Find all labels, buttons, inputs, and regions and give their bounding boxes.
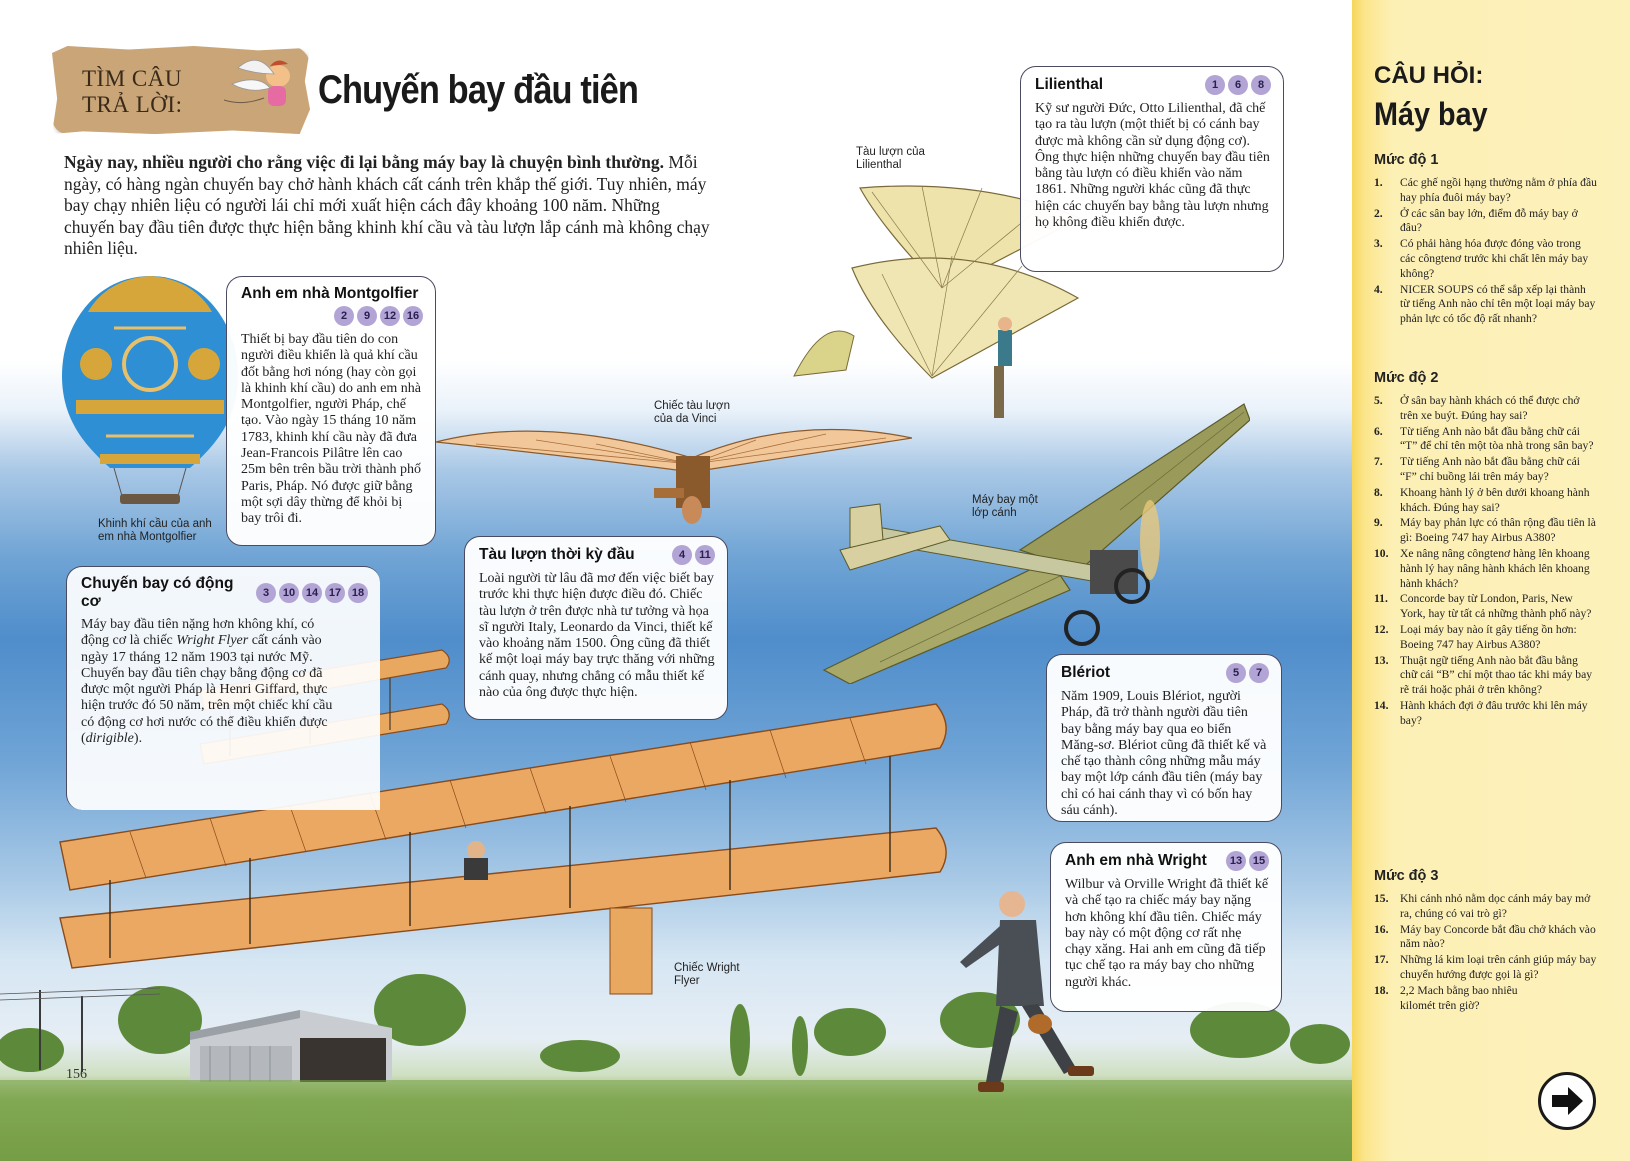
- question-ref-badge: 16: [403, 306, 423, 326]
- early-gliders-head: [479, 545, 715, 565]
- question-ref-badge: 10: [279, 583, 299, 603]
- powered-flight-title: Chuyến bay có động cơ: [81, 575, 234, 610]
- question-text: Xe nâng nâng côngtenơ hàng lên khoang hành lý hay nâng hành khách lên khoang hành khách?: [1400, 546, 1590, 590]
- question-ref-badge: 7: [1249, 663, 1269, 683]
- question-item: [1374, 283, 1598, 327]
- question-text: Ở sân bay hành khách có thể được chở trên xe buýt. Đúng hay sai?: [1400, 394, 1580, 422]
- page-number: 156: [66, 1067, 87, 1082]
- question-ref-badge: 1: [1205, 75, 1225, 95]
- powered-body-part: Máy bay đầu tiên nặng hơn không khí, có động cơ là chiếc: [81, 617, 315, 649]
- question-item: [1374, 425, 1598, 455]
- question-number: 13.: [1374, 653, 1389, 667]
- bleriot-body: Năm 1909, Louis Blériot, người Pháp, đã trở thành người đầu tiên bay bằng máy bay qua eo biển Măng-sơ. Blériot cũng đã thiết kế và chế tạo thành công những mẫu máy bay một lớp cánh đầu tiên (máy bay chỉ có hai cánh thay vì có bốn hay sáu cánh).: [1061, 689, 1267, 819]
- early-gliders-body: Loài người từ lâu đã mơ đến việc biết bay trước khi thực hiện được điều đó. Chiếc tàu lượn ở trên được nhà tư tưởng và họa sĩ người Italy, Leonardo da Vinci, thiết kế vào khoảng năm 1500. Ông cũng đã thiết kế một loại máy bay trực thăng với những cánh quay, nhưng chẳng có mẫu thiết kế nào của ông được thực hiện.: [479, 571, 715, 701]
- bleriot-head: [1061, 663, 1269, 683]
- montgolfier-box: [226, 276, 436, 546]
- powered-body-part: ).: [133, 731, 143, 747]
- question-item: [1374, 394, 1598, 424]
- lilienthal-box: [1020, 66, 1284, 272]
- question-ref-badge: 17: [325, 583, 345, 603]
- question-text: Hành khách đợi ở đâu trước khi lên máy bay?: [1400, 698, 1588, 727]
- level-3-title: Mức độ 3: [1374, 868, 1439, 884]
- lilienthal-head: [1035, 75, 1271, 95]
- question-number: 15.: [1374, 892, 1389, 905]
- montgolfier-head: [241, 285, 423, 326]
- powered-flight-box: [66, 566, 380, 810]
- montgolfier-balloon-illustration: [62, 272, 238, 516]
- question-item: [1374, 623, 1598, 653]
- question-ref-badge: 11: [695, 545, 715, 565]
- wright-box: [1050, 842, 1282, 1012]
- intro-rest: Mỗi ngày, có hàng ngàn chuyến bay chở hành khách cất cánh trên khắp thế giới. Tuy nhiên, máy bay chạy nhiên liệu có người lái chỉ mới xuất hiện cách đây khoảng 100 năm. Những chuyến bay đầu tiên được thực hiện bằng khinh khí cầu và tàu lượn lắp cánh mà không chạy nhiên liệu.: [64, 152, 710, 258]
- lilienthal-caption: Tàu lượn của Lilienthal: [856, 146, 925, 171]
- wright-badges: [1226, 851, 1269, 871]
- question-ref-badge: 6: [1228, 75, 1248, 95]
- question-number: 12.: [1374, 622, 1389, 636]
- wright-body: Wilbur và Orville Wright đã thiết kế và chế tạo ra chiếc máy bay nặng hơn không khí đầu tiên. Chiếc máy bay này có một động cơ rất nhẹ chạy xăng. Hai anh em cũng đã tiếp tục chế tạo ra máy bay cho những người khác.: [1065, 877, 1269, 990]
- question-item: [1374, 953, 1598, 983]
- davinci-caption: Chiếc tàu lượn của da Vinci: [654, 400, 730, 425]
- powered-body-part: cất cánh vào ngày 17 tháng 12 năm 1903 tại nước Mỹ. Chuyến bay đầu tiên chạy bằng động cơ đã được một người Pháp là Henri Giffard, thực hiện trước đó 50 năm, trên một chiếc khí cầu có động cơ hơi nước có thể điều khiển được (: [81, 633, 333, 747]
- question-text: Concorde bay từ London, Paris, New York, hay từ tất cả những thành phố này?: [1400, 592, 1592, 621]
- powered-flight-badges: [256, 583, 368, 603]
- question-text: NICER SOUPS có thể sắp xếp lại thành từ tiếng Anh nào chỉ tên một loại máy bay phản lực có tốc độ rất nhanh?: [1400, 282, 1596, 326]
- question-number: 18.: [1374, 983, 1389, 997]
- question-ref-badge: 5: [1226, 663, 1246, 683]
- question-text: Thuật ngữ tiếng Anh nào bắt đầu bằng chữ cái “B” chỉ một thao tác khi máy bay rẽ trái hoặc phải ở trên không?: [1400, 653, 1593, 697]
- level-2-title: Mức độ 2: [1374, 370, 1439, 386]
- question-ref-badge: 14: [302, 583, 322, 603]
- question-ref-badge: 9: [357, 306, 377, 326]
- bleriot-box: [1046, 654, 1282, 822]
- question-number: 9.: [1374, 516, 1383, 530]
- question-item: [1374, 923, 1598, 953]
- question-number: 16.: [1374, 922, 1389, 936]
- question-item: [1374, 654, 1598, 698]
- question-item: [1374, 176, 1598, 206]
- question-text: Khi cánh nhỏ nằm dọc cánh máy bay mở ra, chúng có vai trò gì?: [1400, 892, 1591, 920]
- lilienthal-title: Lilienthal: [1035, 76, 1104, 93]
- montgolfier-title: Anh em nhà Montgolfier: [241, 285, 419, 302]
- question-number: 7.: [1374, 455, 1383, 469]
- early-gliders-badges: [672, 545, 715, 565]
- question-item: [1374, 516, 1598, 546]
- question-text: Máy bay Concorde bắt đầu chở khách vào năm nào?: [1400, 922, 1596, 951]
- question-text: Từ tiếng Anh nào bắt đầu bằng chữ cái “T” để chỉ tên một tòa nhà trong sân bay?: [1400, 424, 1594, 453]
- question-text: Ở các sân bay lớn, điểm đỗ máy bay ở đâu?: [1400, 206, 1578, 235]
- monoplane-caption: Máy bay một lớp cánh: [972, 494, 1038, 519]
- montgolfier-body: Thiết bị bay đầu tiên do con người điều khiển là quả khí cầu đốt bằng hơi nóng (hay còn gọi là khinh khí cầu) do anh em nhà Montgolfier, người Pháp, chế tạo. Vào ngày 15 tháng 10 năm 1783, khinh khí cầu này đã đưa Jean-Francois Pilâtre lên cao 25m bên trên bầu trời thành phố Paris, Pháp. Nó được giữ bằng một sợi dây thừng để khỏi bị bay trôi đi.: [241, 332, 422, 527]
- question-text: 2,2 Mach bằng bao nhiêu kilomét trên giờ?: [1400, 983, 1518, 1012]
- question-number: 6.: [1374, 424, 1383, 438]
- question-number: 14.: [1374, 698, 1389, 712]
- level-2-list: [1374, 394, 1598, 730]
- question-item: [1374, 892, 1598, 922]
- question-item: [1374, 547, 1598, 591]
- question-number: 11.: [1374, 592, 1388, 606]
- wright-head: [1065, 851, 1269, 871]
- question-text: Các ghế ngồi hạng thường nằm ở phía đầu hay phía đuôi máy bay?: [1400, 176, 1597, 204]
- question-item: [1374, 237, 1598, 281]
- question-item: [1374, 486, 1598, 516]
- question-text: Những lá kim loại trên cánh giúp máy bay chuyển hướng được gọi là gì?: [1400, 953, 1597, 981]
- lilienthal-badges: [1205, 75, 1271, 95]
- level-1-title: Mức độ 1: [1374, 152, 1439, 168]
- question-text: Máy bay phản lực có thân rộng đầu tiên là gì: Boeing 747 hay Airbus A380?: [1400, 516, 1596, 545]
- question-text: Khoang hành lý ở bên dưới khoang hành khách. Đúng hay sai?: [1400, 485, 1590, 514]
- question-number: 4.: [1374, 282, 1383, 296]
- question-item: [1374, 455, 1598, 485]
- questions-heading: CÂU HỎI:: [1374, 62, 1484, 89]
- questions-subject: Máy bay: [1374, 96, 1488, 132]
- question-number: 3.: [1374, 237, 1383, 251]
- bleriot-title: Blériot: [1061, 664, 1111, 681]
- question-ref-badge: 13: [1226, 851, 1246, 871]
- cherub-illustration: [224, 48, 304, 118]
- question-ref-badge: 4: [672, 545, 692, 565]
- question-item: [1374, 207, 1598, 237]
- question-number: 10.: [1374, 546, 1389, 560]
- level-1-list: [1374, 176, 1598, 328]
- bleriot-monoplane-illustration: [820, 400, 1250, 684]
- arrow-right-icon: [1550, 1086, 1584, 1116]
- powered-flight-body: [81, 617, 339, 747]
- powered-body-italic: Wright Flyer: [176, 633, 249, 649]
- question-ref-badge: 3: [256, 583, 276, 603]
- question-ref-badge: 12: [380, 306, 400, 326]
- question-item: [1374, 592, 1598, 622]
- lilienthal-body: Kỹ sư người Đức, Otto Lilienthal, đã chế tạo ra tàu lượn (một thiết bị có cánh bay được mà không cần sử dụng động cơ). Ông thực hiện những chuyến bay đầu tiên bằng tàu lượn có điều khiển vào năm 1861. Những người khác cũng đã thực hiện các chuyến bay bằng tàu lượn nhưng họ không điều khiển được.: [1035, 101, 1270, 231]
- next-page-button[interactable]: [1538, 1072, 1596, 1130]
- bleriot-badges: [1226, 663, 1269, 683]
- question-ref-badge: 15: [1249, 851, 1269, 871]
- question-number: 5.: [1374, 394, 1383, 407]
- level-3-list: [1374, 892, 1598, 1014]
- question-item: [1374, 984, 1598, 1014]
- question-text: Loại máy bay nào ít gây tiếng ồn hơn: Boeing 747 hay Airbus A380?: [1400, 622, 1577, 651]
- montgolfier-badges: [334, 306, 423, 326]
- question-number: 2.: [1374, 206, 1383, 220]
- question-text: Có phải hàng hóa được đóng vào trong các côngtenơ trước khi chất lên máy bay không?: [1400, 237, 1589, 280]
- question-number: 8.: [1374, 485, 1383, 499]
- question-number: 1.: [1374, 176, 1383, 189]
- powered-body-italic: dirigible: [85, 731, 134, 747]
- wright-flyer-caption: Chiếc Wright Flyer: [674, 962, 740, 987]
- intro-bold: Ngày nay, nhiều người cho rằng việc đi lại bằng máy bay là chuyện bình thường.: [64, 152, 665, 172]
- page-title: Chuyến bay đầu tiên: [318, 68, 639, 112]
- question-ref-badge: 2: [334, 306, 354, 326]
- early-gliders-title: Tàu lượn thời kỳ đầu: [479, 546, 635, 563]
- powered-flight-head: [81, 575, 368, 611]
- question-item: [1374, 699, 1598, 729]
- wright-title: Anh em nhà Wright: [1065, 852, 1207, 869]
- question-number: 17.: [1374, 953, 1389, 967]
- question-text: Từ tiếng Anh nào bắt đầu bằng chữ cái “F” chỉ buồng lái trên máy bay?: [1400, 455, 1580, 483]
- question-ref-badge: 18: [348, 583, 368, 603]
- intro-paragraph: [64, 152, 714, 260]
- balloon-caption: Khinh khí cầu của anh em nhà Montgolfier: [98, 518, 212, 543]
- title-tag-text: TÌM CÂU TRẢ LỜI:: [82, 66, 183, 117]
- question-ref-badge: 8: [1251, 75, 1271, 95]
